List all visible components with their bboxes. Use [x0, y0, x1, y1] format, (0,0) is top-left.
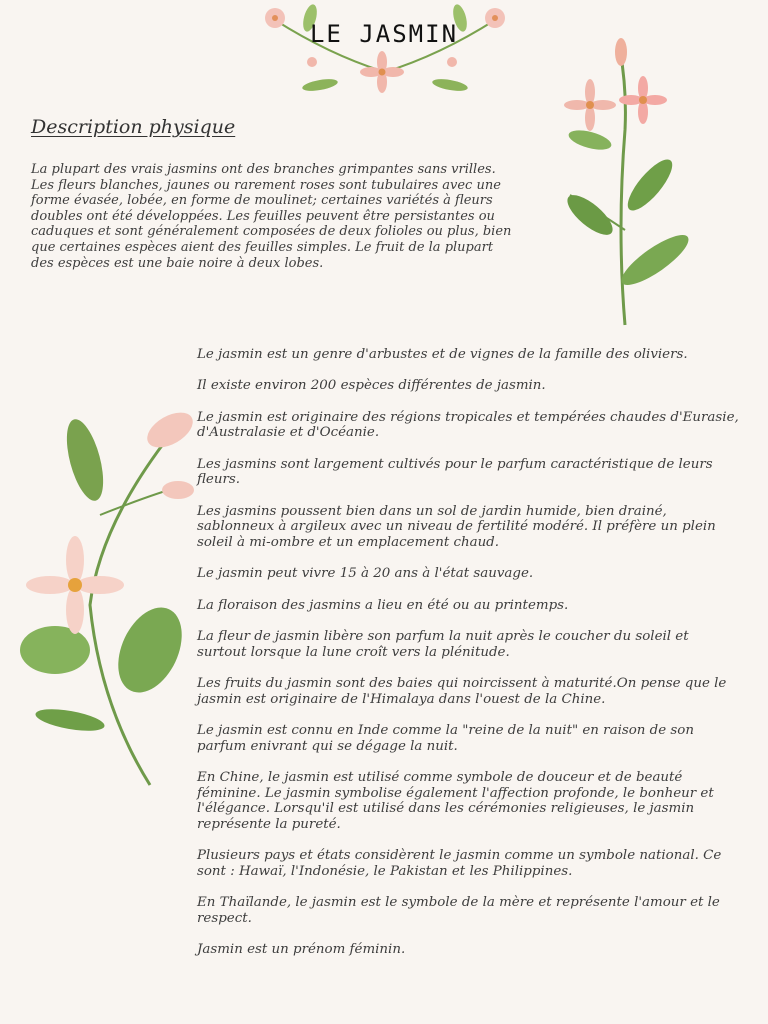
- title-flower-center: [360, 51, 404, 93]
- section-heading: Description physique: [31, 116, 236, 138]
- fact-item: Les jasmins sont largement cultivés pour le parfum caractéristique de leurs fleurs.: [197, 456, 713, 488]
- fact-item: En Thaïlande, le jasmin est le symbole de la mère et représente l'amour et le respect.: [197, 895, 720, 926]
- floral-wreath-illustration: [250, 0, 520, 100]
- fact-item: Les jasmins poussent bien dans un sol de jardin humide, bien drainé, sablonneux à argileux avec un niveau de fertilité modéré. Il préfère un plein soleil à mi-ombre et un emplacement chaud.: [197, 503, 716, 550]
- fact-item: Le jasmin peut vivre 15 à 20 ans à l'état sauvage.: [197, 566, 534, 582]
- fact-item: Il existe environ 200 espèces différentes de jasmin.: [197, 378, 546, 394]
- jasmine-flower: [564, 79, 616, 131]
- jasmine-sprig-illustration-left: [10, 405, 210, 800]
- page-title: LE JASMIN: [309, 20, 459, 48]
- facts-list: [197, 347, 742, 974]
- fact-item: Jasmin est un prénom féminin.: [197, 942, 406, 958]
- intro-paragraph: La plupart des vrais jasmins ont des branches grimpantes sans vrilles. Les fleurs blanches, jaunes ou rarement roses sont tubulaires avec une forme évasée, lobée, en forme de moulinet; certaines variétés à fleurs doubles ont été développées. Les feuilles peuvent être persistantes ou caduques et sont généralement composées de deux folioles ou plus, bien que certaines espèces aient des feuilles simples. Le fruit de la plupart des espèces est une baie noire à deux lobes.: [31, 162, 512, 271]
- fact-item: Les fruits du jasmin sont des baies qui noircissent à maturité.On pense que le jasmin est originaire de l'Himalaya dans l'ouest de la Chine.: [197, 676, 727, 707]
- jasmine-flower: [26, 536, 124, 634]
- fact-item: Plusieurs pays et états considèrent le jasmin comme un symbole national. Ce sont : Hawaï, l'Indonésie, le Pakistan et les Philippines.: [197, 848, 722, 879]
- fact-item: En Chine, le jasmin est utilisé comme symbole de douceur et de beauté féminine. Le jasmin symbolise également l'affection profonde, le bonheur et l'élégance. Lorsqu'il est utilisé dans les cérémonies religieuses, le jasmin représente la pureté.: [197, 770, 714, 832]
- fact-item: Le jasmin est originaire des régions tropicales et tempérées chaudes d'Eurasie, d'Australasie et d'Océanie.: [197, 409, 739, 441]
- fact-item: Le jasmin est connu en Inde comme la "reine de la nuit" en raison de son parfum enivrant qui se dégage la nuit.: [197, 723, 694, 754]
- fact-item: La floraison des jasmins a lieu en été ou au printemps.: [197, 597, 569, 613]
- jasmine-sprig-illustration-right: [555, 30, 705, 330]
- fact-item: Le jasmin est un genre d'arbustes et de vignes de la famille des oliviers.: [197, 347, 688, 362]
- fact-item: La fleur de jasmin libère son parfum la nuit après le coucher du soleil et surtout lorsque la lune croît vers la plénitude.: [197, 629, 689, 660]
